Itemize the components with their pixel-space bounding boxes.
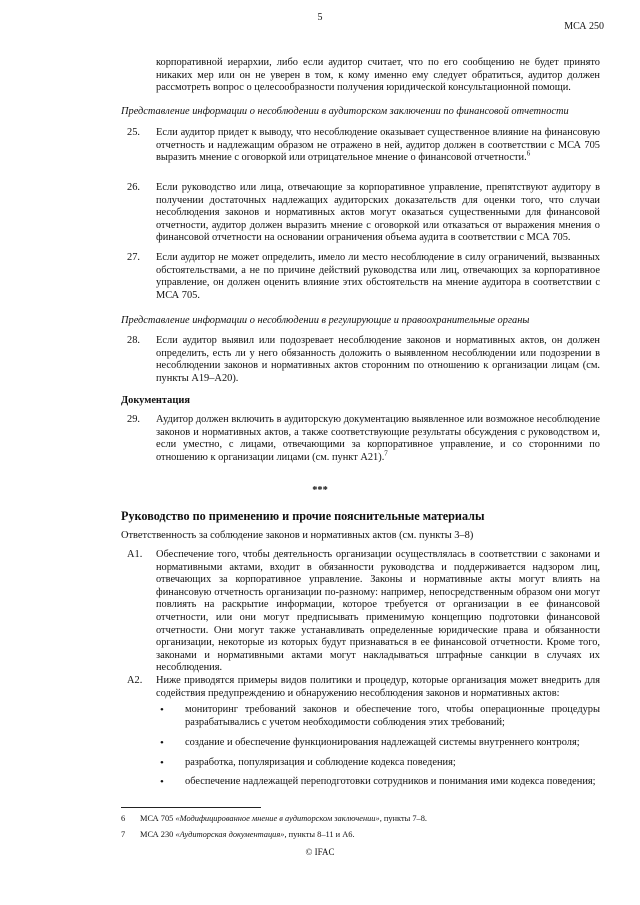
- paragraph-number: A2.: [127, 675, 143, 686]
- footnote-ref-detail: , пункты 8–11 и A6.: [284, 830, 355, 839]
- bullet-marker: •: [160, 704, 164, 716]
- bullet-marker: •: [160, 737, 164, 749]
- footnote-7: [140, 830, 355, 840]
- paragraph-number: 25.: [127, 127, 140, 138]
- paragraph-29-text: Аудитор должен включить в аудиторскую документацию выявленное или возможное несоблюдение законов и нормативных актов, а также соответствующие результаты обсуждения с руководством и, если уместно, с лицами, отвечающими за корпоративное управление, и со сторонними по отношению к организации лицами (см. пункт A21).: [156, 414, 600, 463]
- footnote-ref-detail: , пункты 7–8.: [379, 814, 428, 823]
- bullet-item: разработка, популяризация и соблюдение кодекса поведения;: [185, 757, 456, 768]
- paragraph-number: 29.: [127, 414, 140, 425]
- footer-copyright: © IFAC: [305, 847, 335, 857]
- intro-paragraph: корпоративной иерархии, либо если аудитор считает, что по его сообщению не будет принято никаких мер или он не уверен в том, к кому именно ему следует обратиться, аудитор должен рассмотреть вопрос о целесообразности получения юридической консультационной помощи.: [156, 57, 600, 94]
- paragraph-29: [156, 414, 600, 464]
- bullet-item: мониторинг требований законов и обеспечение того, чтобы операционные процедуры разрабатывались с учетом необходимости соблюдения этих требований;: [185, 704, 600, 728]
- paragraph-25: [156, 127, 600, 165]
- paragraph-27: Если аудитор не может определить, имело ли место несоблюдение в силу ограничений, вызванных обстоятельствами, а не по причине действий руководства или лиц, отвечающих за корпоративное управление, он должен оценить влияние этих обстоятельств на мнение аудитора в соответствии с МСА 705.: [156, 252, 600, 301]
- paragraph-number: A1.: [127, 549, 143, 560]
- paragraph-25-text: Если аудитор придет к выводу, что несоблюдение оказывает существенное влияние на финансовую отчетность и надлежащим образом не отражено в ней, аудитор должен в соответствии с МСА 705 выразить мнение с оговоркой или отрицательное мнение о финансовой отчетности.: [156, 127, 600, 164]
- paragraph-a1: Обеспечение того, чтобы деятельность организации осуществлялась в соответствии с законами и нормативными актами, входит в обязанности руководства и поддерживается надзором лиц, отвечающих за корпоративное управление. Законы и нормативные акты могут влиять на финансовую отчетность организации по-разному: например, непосредственным образом они могут повлиять на раскрытие информации, которое требуется от организации в ее финансовой отчетности, или они могут предписывать применимую концепцию подготовки финансовой отчетности. Они могут также устанавливать определенные юридические права и обязанности организации, некоторые из которых будут признаваться в ее финансовой отчетности. Кроме того, законами и нормативными актами могут накладываться штрафные санкции в случаях их несоблюдения.: [156, 549, 600, 674]
- bullet-marker: •: [160, 757, 164, 769]
- section-heading-documentation: Документация: [121, 395, 190, 406]
- guidance-heading: Руководство по применению и прочие пояснительные материалы: [121, 509, 485, 523]
- paragraph-number: 28.: [127, 335, 140, 346]
- paragraph-number: 26.: [127, 182, 140, 193]
- paragraph-number: 27.: [127, 252, 140, 263]
- footnote-number: 7: [121, 830, 126, 839]
- bullet-marker: •: [160, 776, 164, 788]
- paragraph-a2: Ниже приводятся примеры видов политики и процедур, которые организация может внедрить для содействия предупреждению и обнаружению несоблюдения законов и нормативных актов:: [156, 675, 600, 699]
- paragraph-26: Если руководство или лица, отвечающие за корпоративное управление, препятствуют аудитору в получении достаточных надлежащих аудиторских доказательств для оценки того, что случаи несоблюдения законов и нормативных актов могут оказаться существенными для финансовой отчетности, аудитор должен выразить мнение с оговоркой или отказаться от выражения мнения о финансовой отчетности на основании ограничения объема аудита в соответствии с МСА 705.: [156, 182, 600, 244]
- footnote-ref: 7: [384, 449, 388, 458]
- page-number: 5: [317, 12, 323, 23]
- bullet-item: создание и обеспечение функционирования надлежащей системы внутреннего контроля;: [185, 737, 580, 748]
- section-heading-report: Представление информации о несоблюдении в аудиторском заключении по финансовой отчетности: [121, 106, 569, 117]
- guidance-subheading: Ответственность за соблюдение законов и нормативных актов (см. пункты 3–8): [121, 530, 474, 541]
- section-heading-regulators: Представление информации о несоблюдении в регулирующие и правоохранительные органы: [121, 315, 530, 326]
- footnote-divider: [121, 807, 261, 808]
- footnote-source: МСА 705: [140, 814, 176, 823]
- footnote-number: 6: [121, 814, 126, 823]
- paragraph-28: Если аудитор выявил или подозревает несоблюдение законов и нормативных актов, он должен определить, есть ли у него обязанность доложить о выявленном несоблюдении или подозрении в несоблюдении законов и нормативных актов сторонним по отношению к организации лицам (см. пункты A19–A20).: [156, 335, 600, 384]
- footnote-title: «Аудиторская документация»: [175, 830, 285, 839]
- bullet-item: обеспечение надлежащей переподготовки сотрудников и понимания ими кодекса поведения;: [185, 776, 596, 787]
- footnote-ref: 6: [526, 149, 531, 158]
- document-id: МСА 250: [564, 21, 604, 32]
- section-separator: ***: [312, 485, 328, 496]
- footnote-source: МСА 230: [140, 830, 176, 839]
- footnote-title: «Модифицированное мнение в аудиторском заключении»: [175, 814, 380, 823]
- footnote-6: [140, 814, 427, 824]
